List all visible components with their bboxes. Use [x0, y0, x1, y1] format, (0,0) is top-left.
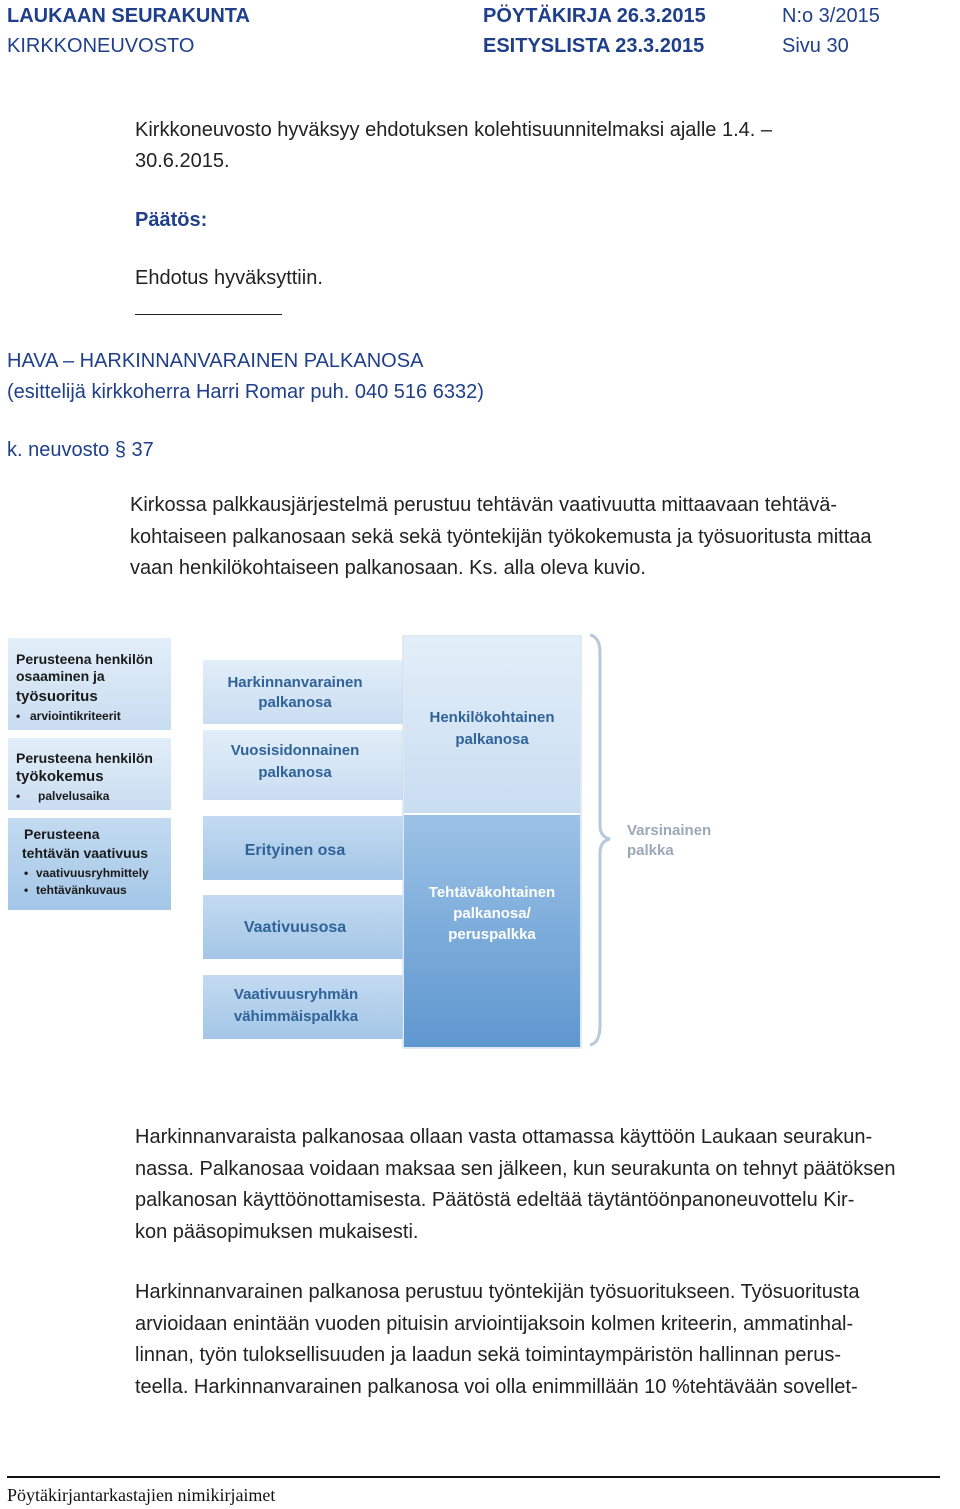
basis1-line2: osaaminen ja: [16, 668, 105, 684]
personal-line2: palkanosa: [455, 731, 529, 748]
comp1-line1: Harkinnanvarainen: [227, 674, 363, 691]
basis3-bullet2: tehtävänkuvaus: [36, 883, 127, 897]
text-line: linnan, työn tuloksellisuuden ja laadun sekä toimintaympäristön hallinnan perus-: [135, 1344, 841, 1366]
salary-structure-diagram: [0, 625, 960, 1055]
header-page: Sivu 30: [782, 35, 849, 57]
paragraph-criteria: [135, 1277, 860, 1403]
footer-rule: [7, 1476, 940, 1478]
svg-text:•: •: [16, 789, 21, 803]
comp4-line1: Vaativuusosa: [243, 919, 347, 936]
header-number: N:o 3/2015: [782, 5, 880, 27]
header-org: LAUKAAN SEURAKUNTA: [7, 5, 250, 27]
comp1-line2: palkanosa: [258, 694, 332, 711]
task-line2: palkanosa/: [453, 905, 531, 922]
separator-line: [135, 314, 282, 315]
comp5-line2: vähimmäispalkka: [233, 1008, 359, 1025]
comp2-line1: Vuosisidonnainen: [230, 742, 360, 759]
text-line: kohtaiseen palkanosaan sekä sekä työntekijän työkokemusta ja työsuoritusta mittaa: [130, 525, 872, 548]
text-line: Kirkossa palkkausjärjestelmä perustuu tehtävän vaativuutta mittaavaan tehtävä-: [130, 494, 838, 516]
component-minimum-pay: [203, 975, 403, 1039]
total-line2: palkka: [627, 842, 674, 859]
bracket-icon: [590, 635, 610, 1045]
total-line1: Varsinainen: [627, 822, 712, 839]
personal-salary-block: [404, 637, 580, 813]
text-line: kon pääsopimuksen mukaisesti.: [135, 1220, 419, 1243]
text-line: nassa. Palkanosaa voidaan maksaa sen jälkeen, kun seurakunta on tehnyt päätöksen: [135, 1157, 896, 1180]
basis3-bullet1: vaativuusryhmittely: [36, 866, 149, 880]
svg-text:•: •: [16, 709, 21, 723]
header-minutes-date: PÖYTÄKIRJA 26.3.2015: [483, 5, 706, 27]
decision-label: Päätös:: [135, 209, 208, 231]
text-line: palkanosan käyttöönottamisesta. Päätöstä edeltää täytäntöönpanoneuvottelu Kir-: [135, 1189, 855, 1211]
item-presenter: (esittelijä kirkkoherra Harri Romar puh. 040 516 6332): [7, 381, 484, 403]
basis-box-experience: [8, 738, 171, 810]
comp5-line1: Vaativuusryhmän: [233, 986, 359, 1003]
personal-line1: Henkilökohtainen: [429, 709, 555, 726]
text-line: arvioidaan enintään vuoden pituisin arviointijaksoin kolmen kriteerin, ammatinhal-: [135, 1312, 854, 1335]
basis1-line3: työsuoritus: [16, 688, 98, 705]
basis2-line1: Perusteena henkilön: [16, 750, 153, 766]
basis1-bullet1: arviointikriteerit: [30, 709, 121, 723]
footer-signatures: Pöytäkirjantarkastajien nimikirjaimet: [7, 1485, 276, 1505]
basis-box-performance: [8, 638, 171, 730]
component-special: [203, 816, 403, 880]
basis2-line2: työkokemus: [16, 768, 104, 785]
decision-proposal-line1: Kirkkoneuvosto hyväksyy ehdotuksen kolehtisuunnitelmaksi ajalle 1.4. –: [135, 119, 773, 141]
item-section: k. neuvosto § 37: [7, 439, 154, 461]
svg-text:•: •: [24, 866, 29, 880]
text-line: teella. Harkinnanvarainen palkanosa voi olla enimmillään 10 %tehtävään sovellet-: [135, 1375, 858, 1398]
comp2-line2: palkanosa: [258, 764, 332, 781]
task-line3: peruspalkka: [448, 926, 536, 943]
text-line: vaan henkilökohtaiseen palkanosaan. Ks. alla oleva kuvio.: [130, 557, 646, 579]
text-line: Harkinnanvarainen palkanosa perustuu työntekijän työsuoritukseen. Työsuoritusta: [135, 1281, 860, 1303]
basis-box-task-demand: [8, 818, 171, 910]
task-salary-block: [404, 815, 580, 1047]
decision-text: Ehdotus hyväksyttiin.: [135, 267, 323, 289]
intro-paragraph: [130, 490, 872, 585]
svg-text:•: •: [24, 883, 29, 897]
component-discretionary: [203, 660, 403, 724]
paragraph-implementation: [135, 1122, 896, 1248]
basis3-line1: Perusteena: [24, 826, 100, 842]
basis3-line2: tehtävän vaativuus: [22, 845, 149, 861]
text-line: Harkinnanvaraista palkanosaa ollaan vasta ottamassa käyttöön Laukaan seurakun-: [135, 1126, 873, 1148]
task-line1: Tehtäväkohtainen: [428, 884, 556, 901]
basis2-bullet1: palvelusaika: [38, 789, 110, 803]
basis1-line1: Perusteena henkilön: [16, 651, 153, 667]
comp3-line1: Erityinen osa: [244, 842, 346, 859]
decision-proposal-line2: 30.6.2015.: [135, 150, 230, 172]
component-demand: [203, 895, 403, 959]
component-seniority: [203, 730, 403, 800]
item-title: HAVA – HARKINNANVARAINEN PALKANOSA: [7, 350, 424, 372]
header-agenda-date: ESITYSLISTA 23.3.2015: [483, 35, 705, 57]
header-body: KIRKKONEUVOSTO: [7, 35, 195, 57]
